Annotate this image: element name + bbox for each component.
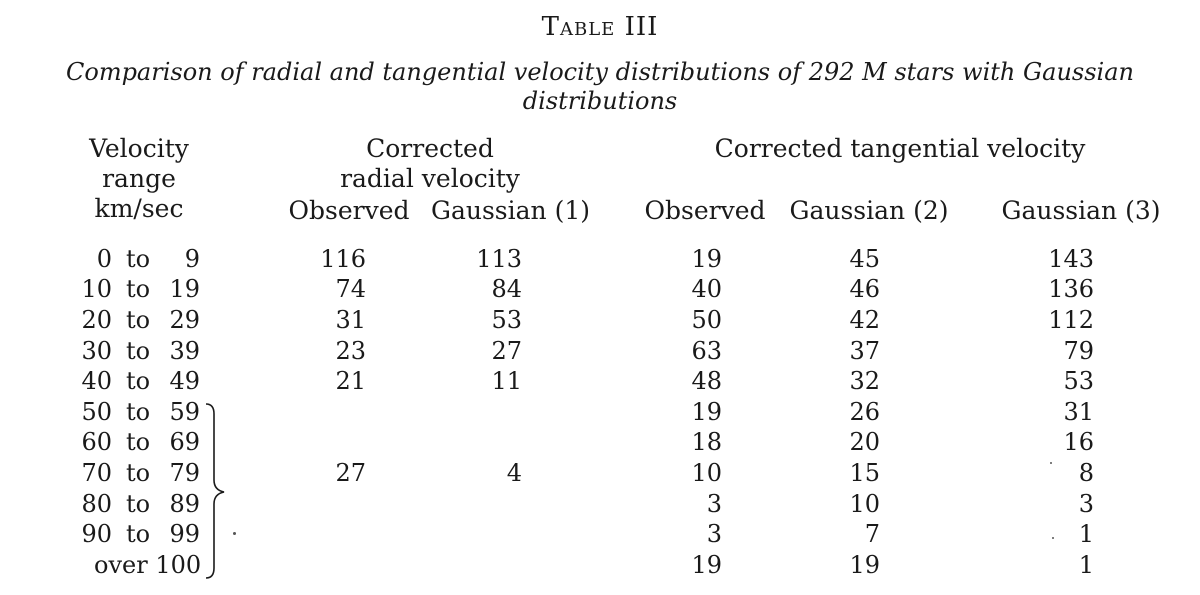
cell-tangential-gaussian3: 3 <box>1078 490 1094 518</box>
range-from: 50 <box>81 398 112 426</box>
header-tangential-gaussian2: Gaussian (2) <box>789 196 949 225</box>
header-tangential-group: Corrected tangential velocity <box>714 134 1086 163</box>
range-to: 89 <box>169 490 200 518</box>
cell-tangential-observed: 40 <box>691 275 722 303</box>
range-from: 20 <box>81 306 112 334</box>
table-row-range <box>76 397 200 427</box>
range-to: 79 <box>169 459 200 487</box>
range-to: 69 <box>169 428 200 456</box>
cell-radial-gaussian: 53 <box>491 306 522 334</box>
table-row-range <box>76 427 200 457</box>
range-to: 19 <box>169 275 200 303</box>
brace-icon <box>202 402 228 580</box>
range-to-word: to <box>125 245 151 273</box>
cell-tangential-gaussian3: 136 <box>1048 275 1094 303</box>
table-title-prefix: Table <box>541 12 616 42</box>
cell-tangential-gaussian3: 143 <box>1048 245 1094 273</box>
scan-speck <box>233 532 236 535</box>
header-radial-group <box>300 134 560 194</box>
cell-tangential-gaussian2: 37 <box>849 337 880 365</box>
cell-radial-gaussian-grouped: 4 <box>506 459 522 487</box>
scan-speck <box>1050 462 1052 464</box>
cell-radial-gaussian: 11 <box>491 367 522 395</box>
range-from: 70 <box>81 459 112 487</box>
table-row-range <box>76 519 200 549</box>
cell-tangential-observed: 48 <box>691 367 722 395</box>
table-row-range <box>76 458 200 488</box>
header-velocity-range <box>64 134 214 224</box>
table-row-range-over: over 100 <box>94 551 202 579</box>
cell-tangential-gaussian2: 10 <box>849 490 880 518</box>
cell-tangential-gaussian3: 1 <box>1078 551 1094 579</box>
cell-tangential-gaussian2: 7 <box>864 520 880 548</box>
range-from: 40 <box>81 367 112 395</box>
cell-tangential-gaussian3: 112 <box>1048 306 1094 334</box>
table-title-number: III <box>624 12 659 42</box>
cell-tangential-observed: 3 <box>706 520 722 548</box>
range-to: 29 <box>169 306 200 334</box>
range-from: 80 <box>81 490 112 518</box>
header-radial-line2: radial velocity <box>340 164 520 193</box>
cell-tangential-gaussian2: 15 <box>849 459 880 487</box>
table-row-range <box>76 366 200 396</box>
header-radial-observed: Observed <box>288 196 410 225</box>
range-from: 0 <box>96 245 112 273</box>
cell-tangential-observed: 63 <box>691 337 722 365</box>
table-row-range <box>76 274 200 304</box>
cell-tangential-observed: 19 <box>691 551 722 579</box>
header-tangential-observed: Observed <box>644 196 766 225</box>
cell-radial-observed: 74 <box>335 275 366 303</box>
cell-radial-gaussian: 113 <box>476 245 522 273</box>
range-to: 9 <box>184 245 200 273</box>
cell-tangential-observed: 18 <box>691 428 722 456</box>
table-row-range <box>76 489 200 519</box>
range-to-word: to <box>125 337 151 365</box>
range-to-word: to <box>125 275 151 303</box>
cell-radial-gaussian: 84 <box>491 275 522 303</box>
range-from: 10 <box>81 275 112 303</box>
range-to-word: to <box>125 306 151 334</box>
header-tangential-gaussian3: Gaussian (3) <box>1001 196 1161 225</box>
cell-tangential-gaussian2: 32 <box>849 367 880 395</box>
cell-tangential-gaussian3: 16 <box>1063 428 1094 456</box>
cell-tangential-observed: 19 <box>691 398 722 426</box>
cell-tangential-gaussian3: 53 <box>1063 367 1094 395</box>
header-velocity-line2: range <box>102 164 176 193</box>
table-row-range <box>76 244 200 274</box>
cell-tangential-gaussian2: 19 <box>849 551 880 579</box>
range-to-word: to <box>125 459 151 487</box>
cell-tangential-observed: 19 <box>691 245 722 273</box>
cell-radial-observed: 116 <box>320 245 366 273</box>
range-to-word: to <box>125 428 151 456</box>
table-title <box>0 12 1200 42</box>
range-to-word: to <box>125 520 151 548</box>
range-to: 59 <box>169 398 200 426</box>
cell-tangential-gaussian3: 8 <box>1078 459 1094 487</box>
table-row-range <box>76 336 200 366</box>
range-to-word: to <box>125 490 151 518</box>
cell-radial-observed: 21 <box>335 367 366 395</box>
range-to: 99 <box>169 520 200 548</box>
header-radial-line1: Corrected <box>366 134 494 163</box>
range-to-word: to <box>125 367 151 395</box>
cell-tangential-gaussian3: 31 <box>1063 398 1094 426</box>
cell-tangential-gaussian2: 45 <box>849 245 880 273</box>
header-velocity-line3: km/sec <box>94 194 184 223</box>
range-from: 90 <box>81 520 112 548</box>
scan-speck <box>1052 537 1054 539</box>
cell-tangential-gaussian3: 79 <box>1063 337 1094 365</box>
range-from: 30 <box>81 337 112 365</box>
range-to-word: to <box>125 398 151 426</box>
cell-tangential-gaussian2: 26 <box>849 398 880 426</box>
range-from: 60 <box>81 428 112 456</box>
range-to: 49 <box>169 367 200 395</box>
cell-tangential-observed: 10 <box>691 459 722 487</box>
table-caption: Comparison of radial and tangential velocity distributions of 292 M stars with Gaussian distributions <box>66 58 1134 115</box>
cell-tangential-observed: 3 <box>706 490 722 518</box>
range-to: 39 <box>169 337 200 365</box>
cell-tangential-gaussian2: 46 <box>849 275 880 303</box>
header-radial-gaussian: Gaussian (1) <box>431 196 590 225</box>
cell-radial-gaussian: 27 <box>491 337 522 365</box>
cell-tangential-observed: 50 <box>691 306 722 334</box>
cell-tangential-gaussian3: 1 <box>1078 520 1094 548</box>
cell-tangential-gaussian2: 42 <box>849 306 880 334</box>
header-velocity-line1: Velocity <box>89 134 189 163</box>
cell-radial-observed: 31 <box>335 306 366 334</box>
table-row-range <box>76 305 200 335</box>
cell-radial-observed-grouped: 27 <box>335 459 366 487</box>
cell-radial-observed: 23 <box>335 337 366 365</box>
cell-tangential-gaussian2: 20 <box>849 428 880 456</box>
